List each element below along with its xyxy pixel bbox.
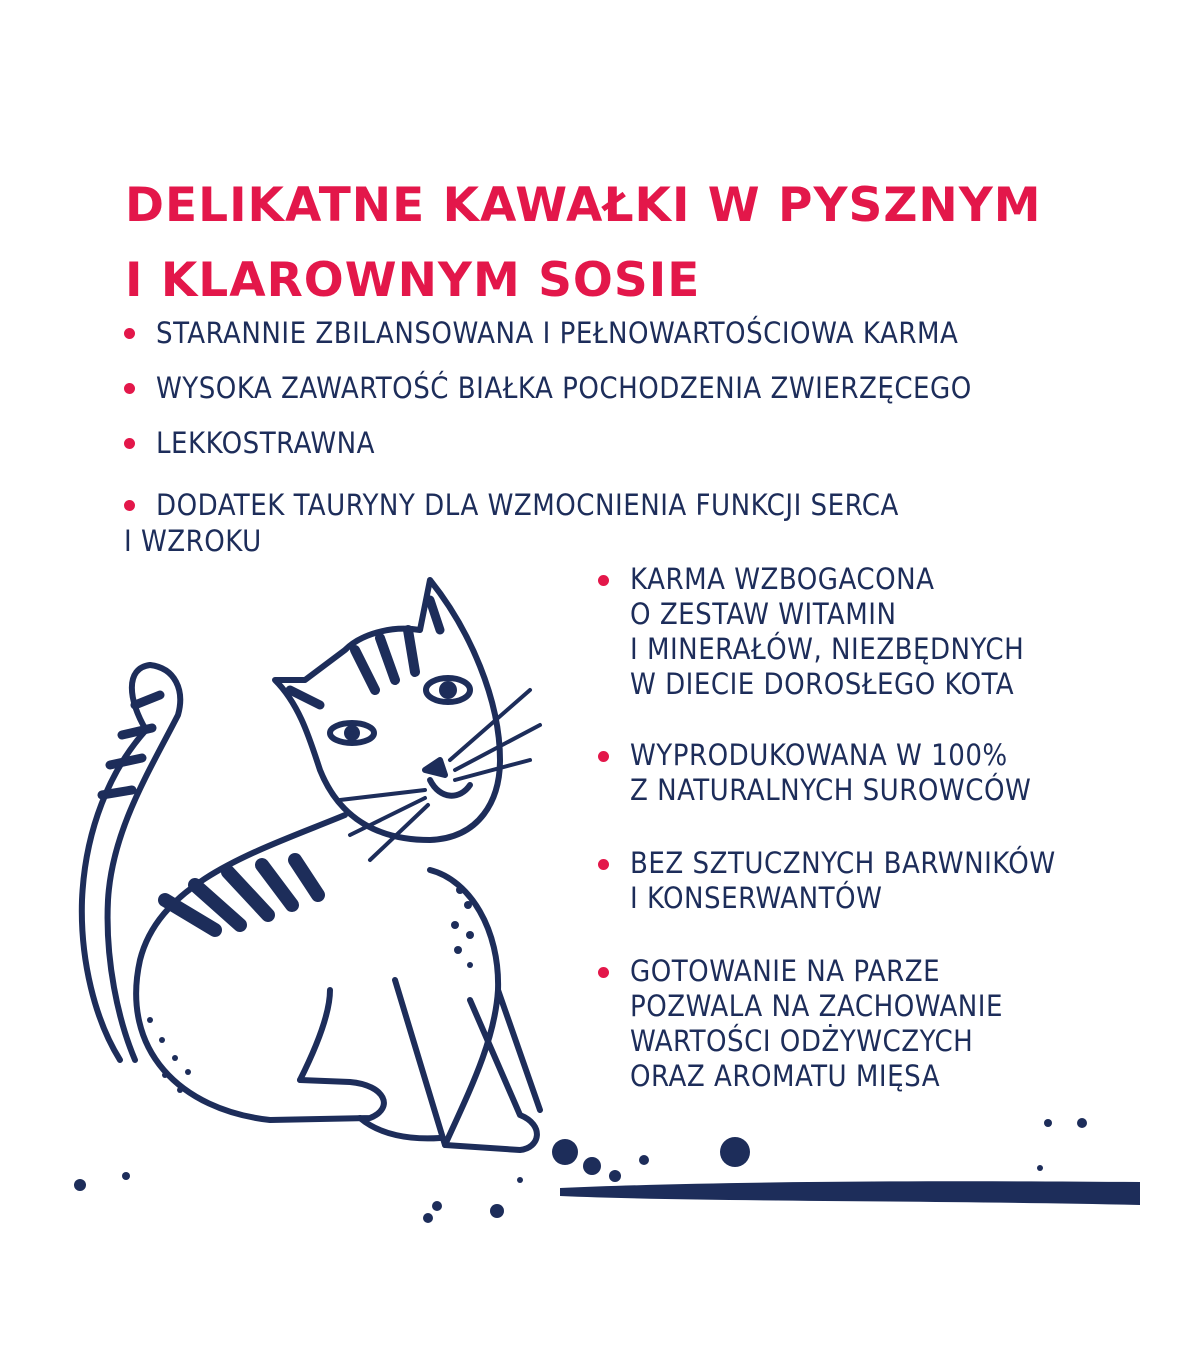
title-line-2: I KLAROWNYM SOSIE xyxy=(125,253,701,308)
list-item-line: ORAZ AROMATU MIĘSA xyxy=(630,1059,941,1093)
list-item-line: Z NATURALNYCH SUROWCÓW xyxy=(630,773,1032,807)
list-item-line: BEZ SZTUCZNYCH BARWNIKÓW xyxy=(630,846,1056,880)
list-item-line: STARANNIE ZBILANSOWANA I PEŁNOWARTOŚCIOWA KARMA xyxy=(156,316,959,350)
list-item-line: GOTOWANIE NA PARZE xyxy=(630,954,941,988)
list-item-line: O ZESTAW WITAMIN xyxy=(630,597,897,631)
list-item-line: I WZROKU xyxy=(124,524,262,558)
title-line-1: DELIKATNE KAWAŁKI W PYSZNYM xyxy=(125,178,1042,233)
cat-body xyxy=(136,815,540,1150)
cat-head xyxy=(275,580,540,860)
list-item-line: I KONSERWANTÓW xyxy=(630,881,883,915)
list-item-line: POZWALA NA ZACHOWANIE xyxy=(630,989,1003,1023)
list-item-line: LEKKOSTRAWNA xyxy=(156,426,376,460)
list-item-line: WYPRODUKOWANA W 100% xyxy=(630,738,1008,772)
list-item-line: KARMA WZBOGACONA xyxy=(630,562,935,596)
ground-decoration xyxy=(74,1118,1140,1223)
list-item-line: WYSOKA ZAWARTOŚĆ BIAŁKA POCHODZENIA ZWIERZĘCEGO xyxy=(156,371,972,405)
cat-tail xyxy=(82,665,180,1060)
list-item-line: W DIECIE DOROSŁEGO KOTA xyxy=(630,667,1015,701)
list-item-line: WARTOŚCI ODŻYWCZYCH xyxy=(630,1024,974,1058)
list-item-line: DODATEK TAURYNY DLA WZMOCNIENIA FUNKCJI SERCA xyxy=(156,488,899,522)
list-item-line: I MINERAŁÓW, NIEZBĘDNYCH xyxy=(630,632,1025,666)
